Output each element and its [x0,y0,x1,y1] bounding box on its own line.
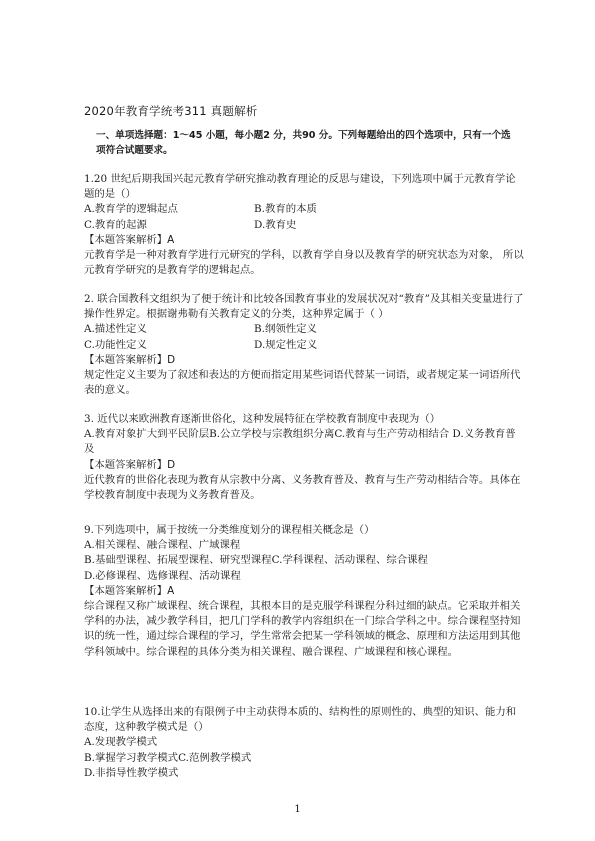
question-block-2 [84,292,524,398]
option-line: A.发现教学模式 [84,736,158,749]
question-block-3 [84,412,524,503]
option-line: A.教育对象扩大到平民阶层B.公立学校与宗教组织分离C.教育与生产劳动相结合 D.义务教育普及 [84,428,516,456]
option-b: B.纲领性定义 [254,323,317,336]
section-heading: 一、单项选择题：1～45 小题，每小题2 分，共90 分。下列每题给出的四个选项中，只有一个选项符合试题要求。 [96,130,511,156]
option-line: D.非指导性教学模式 [84,766,179,779]
answer-analysis: 综合课程又称广域课程、统合课程，其根本目的是克服学科课程分科过细的缺点。它采取并相关学科的办法，减少教学科目，把几门学科的教学内容组织在一门综合学科之中。综合课程坚持知识的统一性，通过综合课程的学习，学生常常会把某一学科领域的概念、原理和方法运用到其他学科领域中。综合课程的具体分类为相关课程、融合课程、广域课程和核心课程。 [84,600,521,658]
question-block-9 [84,523,524,660]
option-d: D.教育史 [254,218,297,231]
answer-analysis: 近代教育的世俗化表现为教育从宗教中分离、义务教育普及、教育与生产劳动相结合等。具体在学校教育制度中表现为义务教育普及。 [84,473,521,502]
question-stem: 1.20 世纪后期我国兴起元教育学研究推动教育理论的反思与建设，下列选项中属于元教育学论题的是（） [84,173,516,201]
option-d: D.规定性定义 [254,338,318,351]
option-row [84,338,524,353]
option-a: A.描述性定义 [84,323,147,336]
option-b: B.教育的本质 [254,203,317,216]
question-stem: 3. 近代以来欧洲教育逐渐世俗化，这种发展特征在学校教育制度中表现为（） [84,413,441,425]
answer-label: 【本题答案解析】A [84,233,175,246]
answer-analysis: 规定性定义主要为了叙述和表达的方便而指定用某些词语代替某一词语，或者规定某一词语所代表的意义。 [84,369,521,397]
question-stem: 10.让学生从选择出来的有限例子中主动获得本质的、结构性的原则性的、典型的知识、能力和态度，这种教学模式是（） [84,706,517,734]
question-block-10 [84,705,524,781]
option-line: B.基础型课程、拓展型课程、研究型课程C.学科课程、活动课程、综合课程 [84,554,428,567]
option-line: D.必修课程、选修课程、活动课程 [84,569,241,582]
answer-label: 【本题答案解析】A [84,584,175,597]
option-row [84,218,524,233]
question-stem: 9.下列选项中，属于按统一分类维度划分的课程相关概念是（） [84,524,375,536]
option-row [84,202,524,217]
answer-label: 【本题答案解析】D [84,353,176,366]
document-title: 2020年教育学统考311 真题解析 [84,104,258,118]
option-line: B.掌握学习教学模式C.范例教学模式 [84,751,252,764]
option-c: C.教育的起源 [84,218,147,231]
question-block-1 [84,172,524,278]
answer-label: 【本题答案解析】D [84,458,176,471]
question-stem: 2. 联合国教科文组织为了便于统计和比较各国教育事业的发展状况对“教育”及其相关变量进行了操作性界定。根据谢弗勒有关教育定义的分类，这种界定属于（ ） [84,293,524,321]
page-number: 1 [294,804,301,815]
option-row [84,322,524,337]
option-line: A.相关课程、融合课程、广域课程 [84,539,241,552]
answer-analysis: 元教育学是一种对教育学进行元研究的学科，以教育学自身以及教育学的研究状态为对象， 所以元教育学研究的是教育学的逻辑起点。 [84,249,524,277]
option-c: C.功能性定义 [84,338,147,351]
option-a: A.教育学的逻辑起点 [84,203,178,216]
